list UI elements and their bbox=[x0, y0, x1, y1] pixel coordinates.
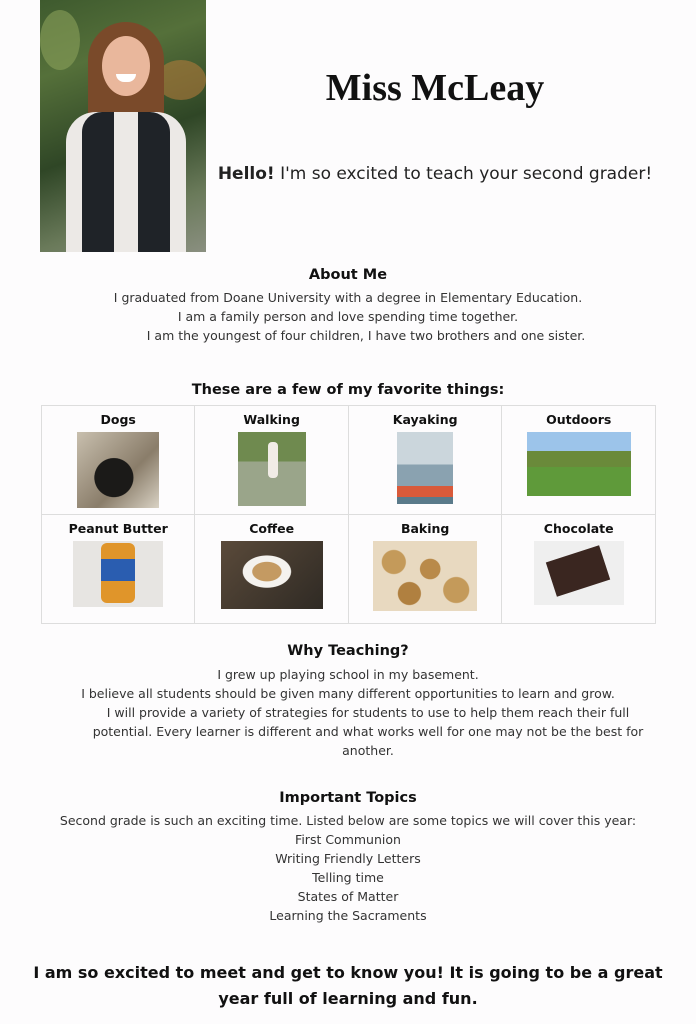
favorite-item bbox=[42, 515, 195, 624]
why-line-4: potential. Every learner is different and what works well for one may not be the best for bbox=[92, 724, 644, 739]
favorite-item bbox=[195, 406, 349, 515]
topic-item: Telling time bbox=[312, 870, 384, 885]
topic-item: Writing Friendly Letters bbox=[275, 851, 421, 866]
favorite-label: Coffee bbox=[249, 521, 295, 536]
chocolate-photo bbox=[534, 541, 624, 605]
favorite-label: Chocolate bbox=[543, 521, 614, 536]
about-line-1: I graduated from Doane University with a degree in Elementary Education. bbox=[113, 290, 583, 305]
greeting-bold: Hello! bbox=[217, 164, 275, 184]
favorite-label: Walking bbox=[243, 412, 300, 427]
favorite-label: Peanut Butter bbox=[68, 521, 168, 536]
outdoors-photo bbox=[527, 432, 631, 496]
greeting bbox=[210, 164, 660, 184]
why-line-5: another. bbox=[342, 743, 394, 758]
favorite-item bbox=[348, 406, 502, 515]
why-line-3: I will provide a variety of strategies for students to use to help them reach their full bbox=[106, 705, 630, 720]
favorite-label: Kayaking bbox=[392, 412, 458, 427]
topic-item: Learning the Sacraments bbox=[269, 908, 427, 923]
walking-photo bbox=[238, 432, 306, 506]
favorites-grid bbox=[41, 405, 656, 624]
closing-message bbox=[20, 960, 676, 1012]
baking-photo bbox=[373, 541, 477, 611]
page-title: Miss McLeay bbox=[325, 67, 545, 109]
favorite-item bbox=[348, 515, 502, 624]
peanut-butter-photo bbox=[73, 541, 163, 607]
why-line-1: I grew up playing school in my basement. bbox=[217, 667, 479, 682]
why-line-2: I believe all students should be given many different opportunities to learn and grow. bbox=[81, 686, 615, 701]
favorite-item bbox=[502, 515, 656, 624]
favorite-item bbox=[195, 515, 349, 624]
dog-photo bbox=[77, 432, 159, 508]
favorite-label: Dogs bbox=[100, 412, 136, 427]
greeting-text: I'm so excited to teach your second grader! bbox=[274, 164, 653, 184]
coffee-photo bbox=[221, 541, 323, 609]
topic-item: First Communion bbox=[295, 832, 401, 847]
about-heading: About Me bbox=[308, 267, 388, 283]
about-line-3: I am the youngest of four children, I have two brothers and one sister. bbox=[146, 328, 586, 343]
favorite-label: Baking bbox=[400, 521, 450, 536]
closing-line-2: year full of learning and fun. bbox=[218, 989, 478, 1008]
topic-item: States of Matter bbox=[297, 889, 399, 904]
favorite-item bbox=[502, 406, 656, 515]
topics-intro: Second grade is such an exciting time. Listed below are some topics we will cover this year: bbox=[59, 813, 637, 828]
favorite-item bbox=[42, 406, 195, 515]
about-line-2: I am a family person and love spending time together. bbox=[177, 309, 519, 324]
kayaking-photo bbox=[397, 432, 453, 504]
favorites-heading: These are a few of my favorite things: bbox=[191, 382, 505, 398]
favorite-label: Outdoors bbox=[546, 412, 612, 427]
why-heading: Why Teaching? bbox=[287, 643, 409, 659]
closing-line-1: I am so excited to meet and get to know you! It is going to be a great bbox=[33, 963, 663, 982]
teacher-photo bbox=[40, 0, 206, 252]
topics-heading: Important Topics bbox=[279, 790, 417, 806]
